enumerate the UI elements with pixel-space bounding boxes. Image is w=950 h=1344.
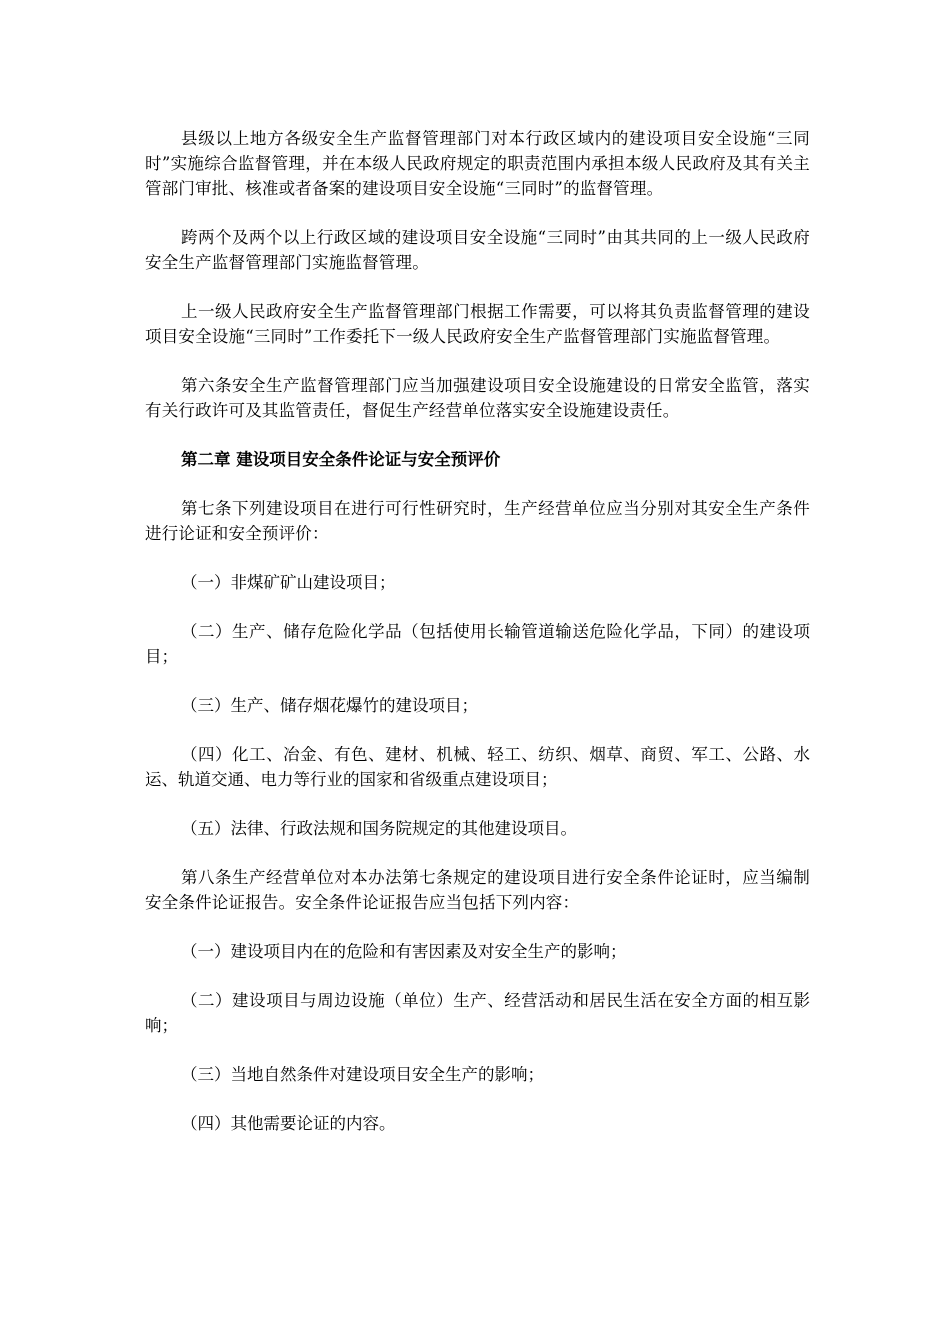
paragraph-article-7: 第七条下列建设项目在进行可行性研究时，生产经营单位应当分别对其安全生产条件进行论证和安全预评价： bbox=[145, 499, 810, 543]
paragraph-county-supervision: 县级以上地方各级安全生产监督管理部门对本行政区域内的建设项目安全设施“三同时”实施综合监督管理，并在本级人民政府规定的职责范围内承担本级人民政府及其有关主管部门审批、核准或者备案的建设项目安全设施“三同时”的监督管理。 bbox=[145, 129, 810, 198]
list-item: （四）化工、冶金、有色、建材、机械、轻工、纺织、烟草、商贸、军工、公路、水运、轨道交通、电力等行业的国家和省级重点建设项目； bbox=[145, 745, 810, 789]
paragraph-article-6: 第六条安全生产监督管理部门应当加强建设项目安全设施建设的日常安全监管，落实有关行政许可及其监管责任，督促生产经营单位落实安全设施建设责任。 bbox=[145, 376, 810, 420]
paragraph-delegation: 上一级人民政府安全生产监督管理部门根据工作需要，可以将其负责监督管理的建设项目安全设施“三同时”工作委托下一级人民政府安全生产监督管理部门实施监督管理。 bbox=[145, 302, 810, 346]
list-item: （三）生产、储存烟花爆竹的建设项目； bbox=[181, 696, 478, 715]
list-item: （四）其他需要论证的内容。 bbox=[181, 1114, 396, 1133]
document-body bbox=[145, 126, 810, 1160]
list-item: （二）建设项目与周边设施（单位）生产、经营活动和居民生活在安全方面的相互影响； bbox=[145, 991, 810, 1035]
chapter-2-heading: 第二章 建设项目安全条件论证与安全预评价 bbox=[181, 450, 501, 469]
list-item: （五）法律、行政法规和国务院规定的其他建设项目。 bbox=[181, 819, 577, 838]
list-item: （一）建设项目内在的危险和有害因素及对安全生产的影响； bbox=[181, 942, 627, 961]
paragraph-article-8: 第八条生产经营单位对本办法第七条规定的建设项目进行安全条件论证时，应当编制安全条件论证报告。安全条件论证报告应当包括下列内容： bbox=[145, 868, 810, 912]
list-item: （三）当地自然条件对建设项目安全生产的影响； bbox=[181, 1065, 544, 1084]
list-item: （二）生产、储存危险化学品（包括使用长输管道输送危险化学品，下同）的建设项目； bbox=[145, 622, 810, 666]
paragraph-cross-region: 跨两个及两个以上行政区域的建设项目安全设施“三同时”由其共同的上一级人民政府安全生产监督管理部门实施监督管理。 bbox=[145, 228, 810, 272]
list-item: （一）非煤矿矿山建设项目； bbox=[181, 573, 396, 592]
